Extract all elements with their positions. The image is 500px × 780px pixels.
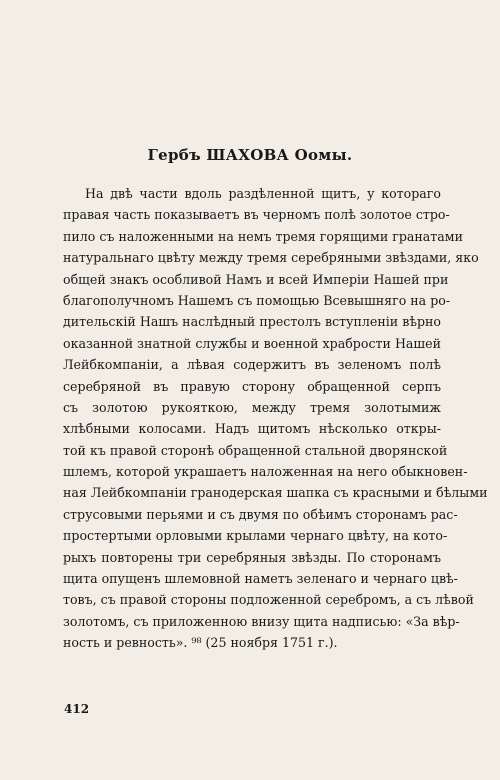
text-line: общей знакъ особливой Намъ и всей Имперіи Нашей при xyxy=(63,271,449,287)
text-line: рыхъ повторены три серебряныя звѣзды. По сторонамъ xyxy=(63,549,441,565)
text-line: благополучномъ Нашемъ съ помощью Всевышняго на ро- xyxy=(63,292,451,308)
text-line: На двѣ части вдоль раздѣленной щитъ, у котораго xyxy=(85,186,441,201)
text-line: простертыми орловыми крылами чернаго цвѣту, на кото- xyxy=(63,528,448,544)
page-number: 412 xyxy=(64,702,90,716)
text-line: дительскій Нашъ наслѣдный престолъ вступленіи вѣрно xyxy=(63,314,441,330)
text-line: правая часть показываетъ въ черномъ полѣ золотое стро- xyxy=(63,207,450,223)
text-line: золотомъ, съ приложенною внизу щита надписью: «За вѣр- xyxy=(63,613,460,629)
text-line: ность и ревность». ⁹⁸ (25 ноября 1751 г.). xyxy=(63,635,338,651)
body-paragraph xyxy=(63,183,488,654)
text-line: хлѣбными колосами. Надъ щитомъ нѣсколько откры- xyxy=(63,421,441,437)
text-line: щита опущенъ шлемовной наметъ зеленаго и чернаго цвѣ- xyxy=(63,571,458,587)
text-line: ная Лейбкомпаніи гранодерская шапка съ красными и бѣлыми xyxy=(63,485,488,501)
text-line: серебряной въ правую сторону обращенной серпъ xyxy=(63,378,441,394)
text-line: съ золотою рукояткою, между тремя золотымиж xyxy=(63,399,441,415)
text-line: натуральнаго цвѣту между тремя серебряными звѣздами, яко xyxy=(63,250,479,266)
text-line: пило съ наложенными на немъ тремя горящими гранатами xyxy=(63,228,463,244)
text-line: той къ правой сторонѣ обращенной стальной дворянской xyxy=(63,442,448,458)
text-line: товъ, съ правой стороны подложенной серебромъ, а съ лѣвой xyxy=(63,592,474,608)
document-title: Гербъ ШАХОВА Оомы. xyxy=(147,146,353,164)
text-line: Лейбкомпаніи, а лѣвая содержитъ въ зеленомъ полѣ xyxy=(63,357,441,373)
text-line: шлемъ, которой украшаетъ наложенная на него обыкновен- xyxy=(63,464,468,480)
text-line: струсовыми перьями и съ двумя по обѣимъ сторонамъ рас- xyxy=(63,506,458,522)
text-line: оказанной знатной службы и военной храбрости Нашей xyxy=(63,335,441,351)
